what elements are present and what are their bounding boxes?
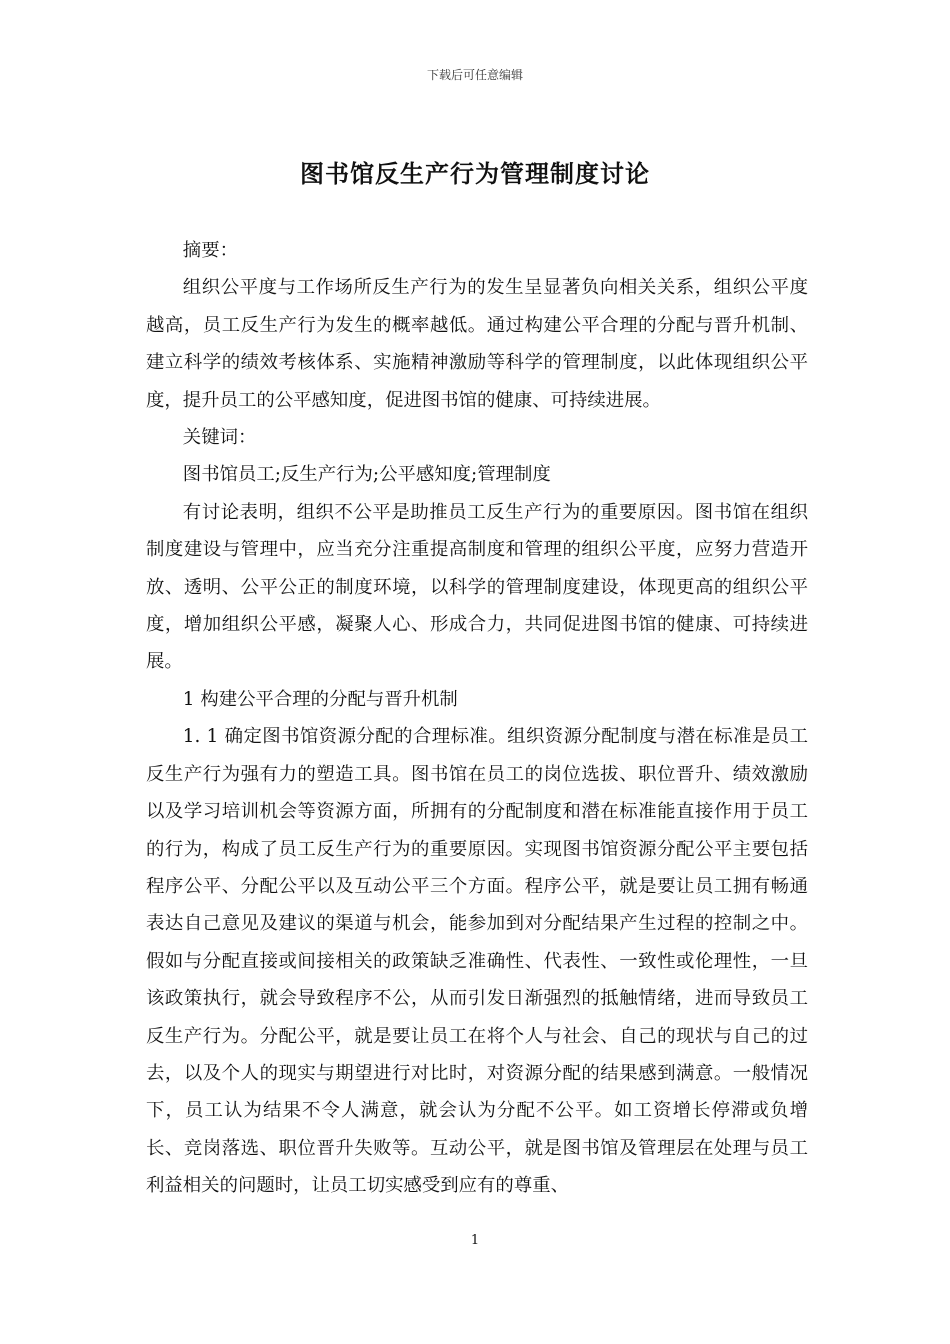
section-heading: 1 构建公平合理的分配与晋升机制 xyxy=(182,688,458,710)
keywords-paragraph: 图书馆员工;反生产行为;公平感知度;管理制度 xyxy=(182,464,551,486)
abstract-paragraph: 组织公平度与工作场所反生产行为的发生呈显著负向相关关系，组织公平度越高，员工反生产行为发生的概率越低。通过构建公平合理的分配与晋升机制、建立科学的绩效考核体系、实施精神激励等科学的管理制度，以此体现组织公平度，提升员工的公平感知度，促进图书馆的健康、可持续进展。 xyxy=(146,277,808,411)
section-paragraph: 1. 1 确定图书馆资源分配的合理标准。组织资源分配制度与潜在标准是员工反生产行为强有力的塑造工具。图书馆在员工的岗位选拔、职位晋升、绩效激励以及学习培训机会等资源方面，所拥有的分配制度和潜在标准能直接作用于员工的行为，构成了员工反生产行为的重要原因。实现图书馆资源分配公平主要包括程序公平、分配公平以及互动公平三个方面。程序公平，就是要让员工拥有畅通表达自己意见及建议的渠道与机会，能参加到对分配结果产生过程的控制之中。假如与分配直接或间接相关的政策缺乏准确性、代表性、一致性或伦理性，一旦该政策执行，就会导致程序不公，从而引发日渐强烈的抵触情绪，进而导致员工反生产行为。分配公平，就是要让员工在将个人与社会、自己的现状与自己的过去，以及个人的现实与期望进行对比时，对资源分配的结果感到满意。一般情况下，员工认为结果不令人满意，就会认为分配不公平。如工资增长停滞或负增长、竞岗落选、职位晋升失败等。互动公平，就是图书馆及管理层在处理与员工利益相关的问题时，让员工切实感受到应有的尊重、 xyxy=(146,726,808,1197)
keywords-heading: 关键词： xyxy=(182,427,257,449)
document-title: 图书馆反生产行为管理制度讨论 xyxy=(300,160,650,188)
abstract-heading: 摘要： xyxy=(182,240,238,261)
intro-paragraph: 有讨论表明，组织不公平是助推员工反生产行为的重要原因。图书馆在组织制度建设与管理中，应当充分注重提高制度和管理的组织公平度，应努力营造开放、透明、公平公正的制度环境，以科学的管理制度建设，体现更高的组织公平度，增加组织公平感，凝聚人心、形成合力，共同促进图书馆的健康、可持续进展。 xyxy=(146,501,808,673)
document-body xyxy=(146,232,808,1205)
page-header: 下载后可任意编辑 xyxy=(426,68,523,82)
page-number: 1 xyxy=(470,1233,480,1248)
